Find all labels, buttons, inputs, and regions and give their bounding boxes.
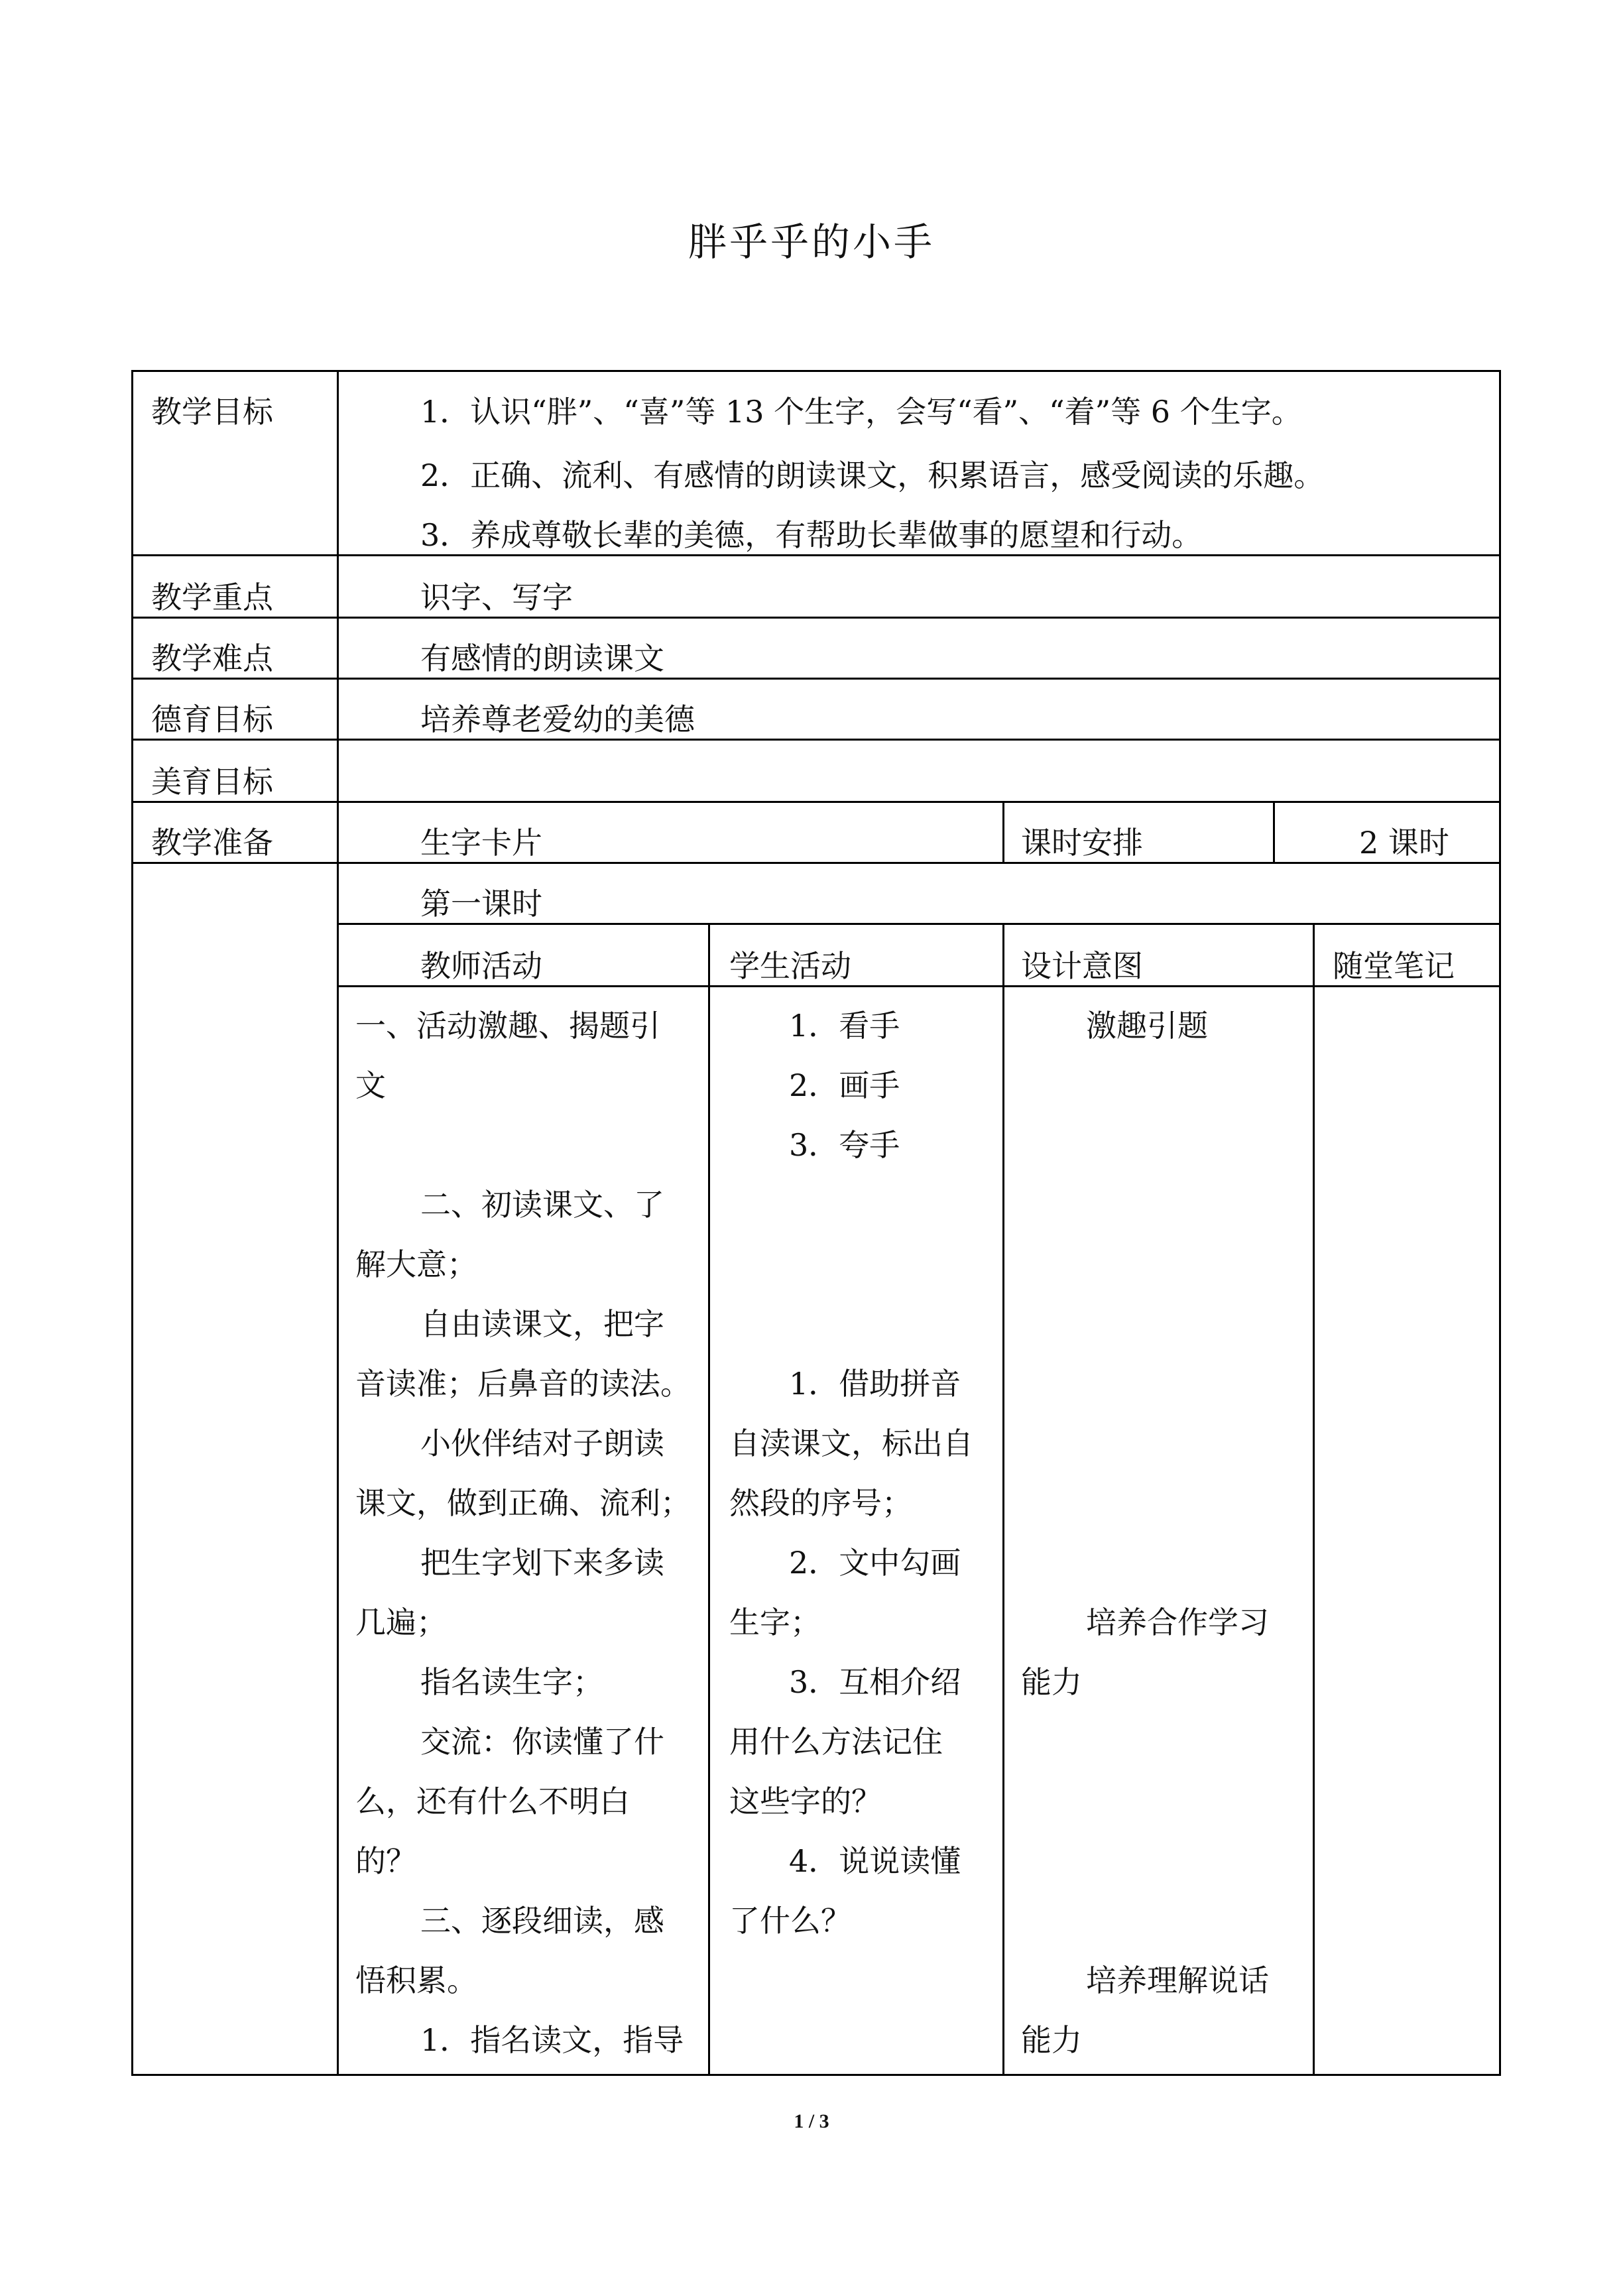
moral-goal-label: 德育目标 xyxy=(151,701,273,737)
preparation-value: 生字卡片 xyxy=(420,825,542,861)
table-border-right xyxy=(1499,370,1501,2076)
student-activity-line: 3．互相介绍 xyxy=(789,1664,961,1700)
schedule-value: 2 课时 xyxy=(1359,825,1449,861)
preparation-label: 教学准备 xyxy=(151,825,273,861)
student-activity-line: 1．看手 xyxy=(789,1008,900,1044)
student-activity-line: 自渎课文，标出自 xyxy=(729,1425,973,1461)
design-intent-line: 培养理解说话 xyxy=(1086,1963,1269,1998)
row-divider xyxy=(337,923,1501,925)
design-intent-line: 能力 xyxy=(1021,2022,1082,2058)
objective-item: 2．正确、流利、有感情的朗读课文，积累语言，感受阅读的乐趣。 xyxy=(420,457,1325,493)
student-activity-line: 1．借助拼音 xyxy=(789,1366,961,1402)
teacher-activity-line: 音读准；后鼻音的读法。 xyxy=(355,1366,691,1402)
design-intent-line: 激趣引题 xyxy=(1086,1008,1208,1044)
column-header-intent: 设计意图 xyxy=(1021,948,1143,984)
moral-goal-value: 培养尊老爱幼的美德 xyxy=(420,701,695,737)
design-intent-line: 能力 xyxy=(1021,1664,1082,1700)
student-activity-line: 2．文中勾画 xyxy=(789,1545,961,1581)
teacher-activity-line: 把生字划下来多读 xyxy=(420,1545,664,1581)
teacher-activity-line: 几遍； xyxy=(355,1604,447,1640)
student-activity-line: 这些字的？ xyxy=(729,1783,882,1819)
activity-column-divider xyxy=(708,923,710,2076)
teacher-activity-line: 1．指名读文，指导 xyxy=(420,2022,684,2058)
objective-item: 3．养成尊敬长辈的美德，有帮助长辈做事的愿望和行动。 xyxy=(420,517,1203,553)
student-activity-line: 然段的序号； xyxy=(729,1485,912,1521)
key-points-value: 识字、写字 xyxy=(420,579,573,615)
teacher-activity-line: 小伙伴结对子朗读 xyxy=(420,1425,664,1461)
design-intent-line: 培养合作学习 xyxy=(1086,1604,1269,1640)
objective-item: 1．认识“胖”、“喜”等 13 个生字，会写“看”、“着”等 6 个生字。 xyxy=(420,394,1302,430)
student-activity-line: 4．说说读懂 xyxy=(789,1843,961,1879)
column-header-notes: 随堂笔记 xyxy=(1333,948,1455,984)
activity-column-divider xyxy=(1002,923,1004,2076)
column-header-student: 学生活动 xyxy=(729,948,851,984)
row-divider xyxy=(337,985,1501,987)
difficulties-value: 有感情的朗读课文 xyxy=(420,640,664,676)
teacher-activity-line: 一、活动激趣、揭题引 xyxy=(355,1008,660,1044)
teacher-activity-line: 么，还有什么不明白 xyxy=(355,1783,630,1819)
teacher-activity-line: 交流：你读懂了什 xyxy=(420,1724,664,1760)
prep-column-divider xyxy=(1002,801,1004,864)
student-activity-line: 了什么？ xyxy=(729,1903,851,1939)
student-activity-line: 生字； xyxy=(729,1604,821,1640)
difficulties-label: 教学难点 xyxy=(151,640,273,676)
lesson-heading: 第一课时 xyxy=(420,886,542,922)
schedule-label: 课时安排 xyxy=(1021,825,1143,861)
teacher-activity-line: 二、初读课文、了 xyxy=(420,1187,664,1223)
key-points-label: 教学重点 xyxy=(151,579,273,615)
teacher-activity-line: 指名读生字； xyxy=(420,1664,603,1700)
prep-column-divider xyxy=(1273,801,1275,864)
aesthetic-goal-label: 美育目标 xyxy=(151,764,273,800)
teacher-activity-line: 三、逐段细读，感 xyxy=(420,1903,664,1939)
teacher-activity-line: 悟积累。 xyxy=(355,1963,477,1998)
label-column-divider xyxy=(337,370,339,2076)
student-activity-line: 用什么方法记住 xyxy=(729,1724,943,1760)
objectives-label: 教学目标 xyxy=(151,394,273,430)
teacher-activity-line: 自由读课文，把字 xyxy=(420,1306,664,1342)
column-header-teacher: 教师活动 xyxy=(420,948,542,984)
table-border-left xyxy=(131,370,133,2076)
teacher-activity-line: 课文，做到正确、流利； xyxy=(355,1485,691,1521)
teacher-activity-line: 解大意； xyxy=(355,1246,477,1282)
activity-column-divider xyxy=(1313,923,1315,2076)
page-title: 胖乎乎的小手 xyxy=(688,219,935,265)
lesson-plan-table xyxy=(131,370,1501,2074)
page-number: 1 / 3 xyxy=(794,2110,829,2132)
student-activity-line: 2．画手 xyxy=(789,1067,900,1103)
teacher-activity-line: 文 xyxy=(355,1067,386,1103)
student-activity-line: 3．夸手 xyxy=(789,1127,900,1163)
teacher-activity-line: 的？ xyxy=(355,1843,416,1879)
